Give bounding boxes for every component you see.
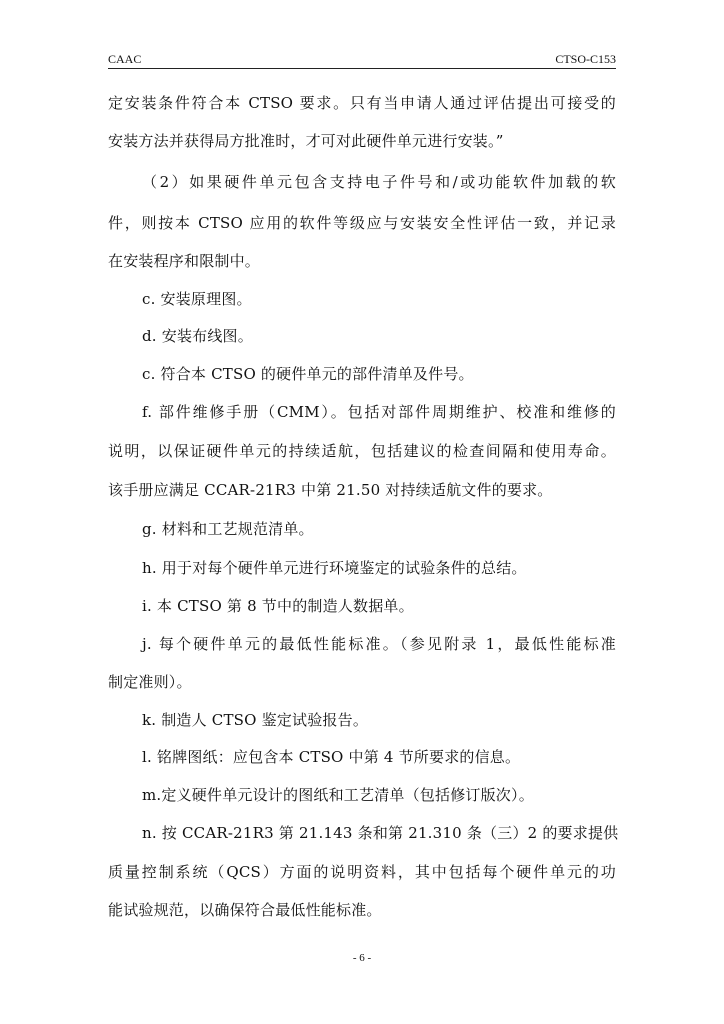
list-item: c. 安装原理图。 xyxy=(142,290,252,308)
list-item: m.定义硬件单元设计的图纸和工艺清单（包括修订版次）。 xyxy=(142,786,534,804)
page-number: - 6 - xyxy=(352,952,372,964)
text-line: 说明，以保证硬件单元的持续适航，包括建议的检查间隔和使用寿命。 xyxy=(108,442,616,460)
list-item: j. 每个硬件单元的最低性能标准。（参见附录 1，最低性能标准 xyxy=(142,635,616,653)
text-line: 件，则按本 CTSO 应用的软件等级应与安装安全性评估一致，并记录 xyxy=(108,214,616,232)
text-line: 安装方法并获得局方批准时，才可对此硬件单元进行安装。” xyxy=(108,132,504,150)
header-org: CAAC xyxy=(108,52,142,66)
page-header xyxy=(108,50,616,69)
text-line: 质量控制系统（QCS）方面的说明资料，其中包括每个硬件单元的功 xyxy=(108,863,616,881)
list-item: c. 符合本 CTSO 的硬件单元的部件清单及件号。 xyxy=(142,365,474,383)
list-item: n. 按 CCAR-21R3 第 21.143 条和第 21.310 条（三）2 的要求提供 xyxy=(142,824,619,842)
text-line: 能试验规范，以确保符合最低性能标准。 xyxy=(108,901,382,919)
list-item: h. 用于对每个硬件单元进行环境鉴定的试验条件的总结。 xyxy=(142,559,527,577)
list-item: k. 制造人 CTSO 鉴定试验报告。 xyxy=(142,711,369,729)
text-line: 在安装程序和限制中。 xyxy=(108,252,261,270)
list-item: d. 安装布线图。 xyxy=(142,327,253,345)
list-item: l. 铭牌图纸：应包含本 CTSO 中第 4 节所要求的信息。 xyxy=(142,748,521,766)
text-line: （2）如果硬件单元包含支持电子件号和/或功能软件加载的软 xyxy=(142,173,616,191)
text-line: 该手册应满足 CCAR-21R3 中第 21.50 对持续适航文件的要求。 xyxy=(108,481,553,499)
text-line: 制定准则）。 xyxy=(108,673,192,691)
text-line: 定安装条件符合本 CTSO 要求。只有当申请人通过评估提出可接受的 xyxy=(108,94,616,112)
header-doc-id: CTSO-C153 xyxy=(555,52,616,66)
list-item: g. 材料和工艺规范清单。 xyxy=(142,520,314,538)
list-item: i. 本 CTSO 第 8 节中的制造人数据单。 xyxy=(142,597,414,615)
list-item: f. 部件维修手册（CMM）。包括对部件周期维护、校准和维修的 xyxy=(142,403,616,421)
